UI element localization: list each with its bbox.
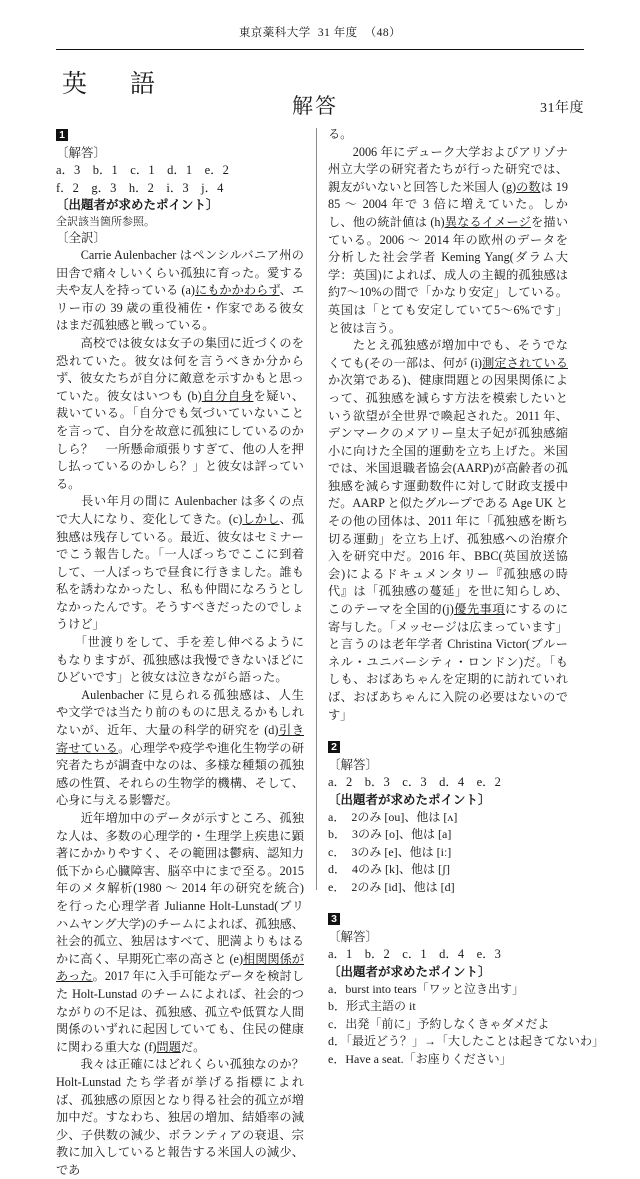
paragraph-text: 「世渡りをして、手を差し伸べるようにもなりますが、孤独感は我慢できないほどにひどいです」と彼女は泣きながら語った。: [56, 635, 304, 685]
blank-marker: (g): [501, 179, 517, 194]
translation-paragraph: [56, 810, 304, 1056]
paragraph-text: か次第である)、健康問題との因果関係によって、孤独感を減らす方法を模索したいという欲望が全世界で喚起された。2011 年、デンマークのメアリー皇太子妃が孤独感縮小に向けた全国的運動を立ち上げた。米国では、米国退職者協会(AARP)が高齢者の孤独感を減らす運動数件に対して財政支援中だ。AARP と似たグループである Age UK とその他の団体は、2011 年に「孤独感を断ち切る運動」を立ち上げ、孤独感への治療介入を研究中だ。2016 年、BBC(英国放送協会)によるドキュメンタリー『孤独感の時代』は「孤独感の蔓延」を世に知らしめ、このテーマを全国的: [328, 373, 568, 617]
point-list-item: d．「最近どう？」→「大したことは起きてないわ」: [328, 1034, 605, 1049]
paragraph-text: る。: [328, 127, 353, 141]
section-1-answers-line-1: a．3 b．1 c．1 d．1 e．2: [56, 163, 229, 177]
paragraph-text: 高校では彼女は女子の集団に近づくのを恐れていた。彼女は何を言うべきか分からず、彼女たちが自分に敵意を示すかもと思っていた。彼女はいつも: [56, 335, 304, 403]
underlined-phrase: 測定されている: [481, 355, 568, 370]
point-list-item: b． 3のみ [o]、他は [a]: [328, 827, 452, 842]
blank-marker: (f): [144, 1039, 157, 1054]
blank-marker: (b): [187, 388, 202, 403]
paragraph-text: Aulenbacher に見られる孤独感は、人生や文学では当たり前のものに思えるかもしれないが、近年、大量の科学的研究を: [56, 687, 304, 738]
paragraph-text: 、孤独感は残存している。最近、彼女はセミナーでこう報告した。「一人ぼっちでここに到着して、一人ぼっちで昼食に行きました。誰も私を誘わなかったし、私も仲間になろうとしなかったんです。そうすべきだったのでしょうけど」: [56, 511, 305, 632]
underlined-phrase: にもかかわらず: [194, 283, 280, 298]
running-head-year: 31 年度: [317, 27, 358, 39]
underlined-phrase: 引き寄せている: [56, 723, 305, 755]
point-list-item: c． 3のみ [e]、他は [iː]: [328, 844, 452, 859]
section-3-answers-line-1: a．1 b．2 c．1 d．4 e．3: [328, 947, 501, 962]
column-divider-rule: [316, 128, 317, 890]
section-3-answer-label: 〔解答〕: [328, 930, 379, 945]
section-number-badge: 3: [328, 913, 340, 925]
section-1-translation-left: [56, 247, 317, 1179]
point-list-item: b．形式主語の it: [328, 999, 416, 1014]
paragraph-text: たとえ孤独感が増加中でも、そうでなくても(その一部は、何が: [328, 338, 568, 370]
point-list-item: d． 4のみ [k]、他は [ʃ]: [328, 862, 450, 877]
paragraph-text: 近年増加中のデータが示すところ、孤独な人は、多数の心理学的・生理学上疾患に顕著にかかりやすく、その範囲は鬱病、認知力低下から心臓障害、脳卒中にまで至る。2015 年のメタ解析(1980 ～ 2014 年の研究を統合)を行った心理学者 Julianne Holt-Lunstad(ブリハムヤング大学)のチームによれば、孤独感、社会的孤立、独居はすべて、肥満よりもはるかに高く、早期死亡率の高さと: [56, 811, 304, 966]
underlined-phrase: の数: [516, 179, 541, 194]
right-column: [312, 126, 605, 1179]
section-number-badge: 1: [56, 129, 68, 141]
blank-marker: (c): [228, 511, 243, 526]
paragraph-text: 。2017 年に入手可能なデータを検討した Holt-Lunstad のチームによれば、社会的つながりの不足は、孤独感、孤立や低質な人間関係のいずれに起因していても、住民の健康に関わる重大な: [56, 969, 304, 1054]
translation-paragraph: [56, 335, 304, 493]
section-2-answer-label: 〔解答〕: [328, 758, 379, 773]
section-2-points-label: 〔出題者が求めたポイント〕: [328, 792, 491, 807]
point-list-item: e． 2のみ [id]、他は [d]: [328, 879, 455, 894]
underlined-phrase: 優先事項: [453, 602, 506, 617]
paragraph-text: にするのに寄与した。「メッセージは広まっています」と言うのは老年学者 Christina Victor(ブルーネル・ユニバーシティ・ロンドン)だ。「もしも、おばあちゃんを定期的に訪れていれば、おばあちゃんに入院の必要はないのです」: [328, 602, 569, 722]
paragraph-text: 、エリー市の 39 歳の重役補佐・作家である彼女はまだ孤独感と戦っている。: [56, 283, 305, 333]
running-head: [0, 0, 640, 40]
running-head-university: 東京薬科大学: [238, 27, 311, 39]
section-2-answers-line-1: a．2 b．3 c．3 d．4 e．2: [328, 775, 501, 790]
section-1-translation-right: [328, 126, 568, 724]
paragraph-text: を疑い、裁いている。「自分でも気づいていないことを言って、自分を故意に孤独にしているのかしら？ 一所懸命頑張りすぎて、他の人を押し払っているのかしら？」と彼女は評っている。: [56, 388, 305, 491]
section-3-points-label: 〔出題者が求めたポイント〕: [328, 964, 491, 979]
paragraph-text: Carrie Aulenbacher はペンシルバニア州の田舎で痛々しいくらい孤独に育った。愛する夫や友人を持っている: [56, 248, 304, 298]
paragraph-text: 長い年月の間に Aulenbacher は多くの点で大人になり、変化してきた。: [56, 494, 304, 526]
section-1-answer-label: 〔解答〕: [56, 146, 107, 160]
point-list-item: a． 2のみ [ou]、他は [ʌ]: [328, 809, 458, 824]
section-2-points-list: [328, 809, 568, 897]
section-1-badge-row: [56, 126, 304, 144]
underlined-phrase: 異なるイメージ: [444, 214, 532, 229]
section-number-badge: 2: [328, 741, 340, 753]
point-list-item: e．Have a seat.「お座りください」: [328, 1051, 512, 1066]
paragraph-text: だ。: [180, 1039, 206, 1054]
translation-paragraph: [328, 337, 568, 724]
left-column: [56, 126, 317, 1179]
blank-marker: (i): [470, 355, 482, 370]
document-year: 31年度: [540, 101, 584, 116]
blank-marker: (d): [264, 723, 279, 738]
subject-title: 英 語: [62, 71, 165, 98]
blank-marker: (j): [442, 602, 454, 617]
underlined-phrase: 相関関係があった: [56, 951, 304, 984]
translation-paragraph: [56, 493, 304, 634]
title-block: [56, 50, 584, 126]
point-list-item: a．burst into tears「ワッと泣き出す」: [328, 981, 525, 996]
section-1-translation-label: 〔全訳〕: [56, 231, 107, 245]
translation-paragraph: [56, 634, 304, 687]
translation-paragraph: [328, 144, 568, 338]
blank-marker: (h): [430, 214, 445, 229]
blank-marker: (e): [229, 951, 244, 966]
section-3-points-list: [328, 981, 605, 1069]
paragraph-text: 。心理学や疫学や進化生物学の研究者たちが調査中なのは、多様な種類の孤独感の性質、それらの生物学的機構、そして、心身に与える影響だ。: [56, 740, 305, 808]
point-list-item: c．出発「前に」予約しなくきゃダメだよ: [328, 1016, 550, 1031]
paragraph-text: 2006 年にデューク大学およびアリゾナ州立大学の研究者たちが行った研究では、親友がいないと回答した米国人: [328, 144, 568, 194]
document-kind-title: 解答: [292, 94, 338, 118]
underlined-phrase: 自分自身: [201, 388, 254, 403]
section-1: [56, 126, 317, 1179]
section-1-answers-line-2: f．2 g．3 h．2 i．3 j．4: [56, 180, 224, 195]
running-head-page-number: （48）: [364, 27, 402, 39]
section-1-points-note: 全訳該当箇所参照。: [56, 216, 155, 228]
section-3: [328, 910, 605, 1068]
paragraph-text: は 1985 ～ 2004 年で 3 倍に増えていた。しかし、他の統計値は: [328, 179, 568, 229]
translation-paragraph: [56, 247, 304, 335]
section-2-badge-row: [328, 738, 568, 756]
underlined-phrase: 問題: [156, 1039, 181, 1054]
paragraph-text: 我々は正確にはどれくらい孤独なのか？ Holt-Lunstad たち学者が挙げる指標によれば、孤独感の原因となり得る社会的孤立が増加中だ。すなわち、独居の増加、結婚率の減少、子供数の減少、ボランティアの衰退、宗教に加入していると報告する米国人の減少、であ: [56, 1057, 317, 1177]
section-1-points-label: 〔出題者が求めたポイント〕: [56, 198, 219, 212]
body-columns: [56, 126, 605, 1179]
translation-paragraph: [56, 1056, 317, 1179]
translation-paragraph: [328, 126, 568, 144]
section-2: [328, 738, 568, 896]
blank-marker: (a): [181, 283, 195, 298]
paragraph-text: を描いている。2006 ～ 2014 年の欧州のデータを分析した社会学者 Keming Yang(ダラム大学：英国)によれば、成人の主観的孤独感は約7～10%の間で「かなり安定」している。英国は「とても安定していて5～6%です」と彼は言う。: [328, 214, 569, 335]
underlined-phrase: しかし: [242, 511, 280, 526]
translation-paragraph: [56, 687, 304, 810]
section-3-badge-row: [328, 910, 568, 928]
